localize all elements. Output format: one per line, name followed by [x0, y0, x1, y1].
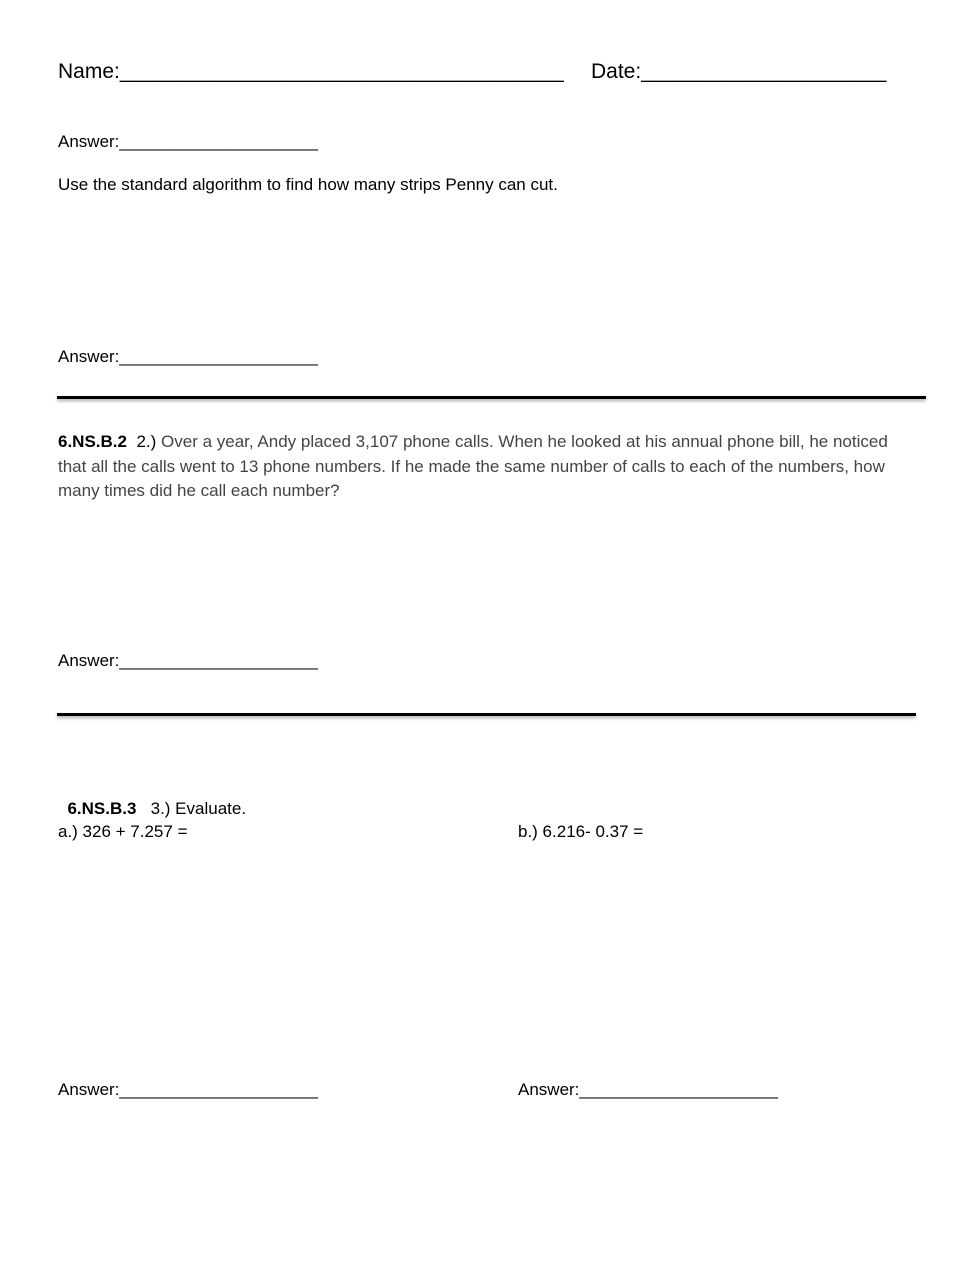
problem2-question: Over a year, Andy placed 3,107 phone calls. When he looked at his annual phone bill, he noticed that all the calls went to 13 phone numbers. If he made the same number of calls to each of the numbers, how many times did he call each number? [58, 432, 888, 500]
answer-line: Answer:_____________________ [58, 1080, 318, 1099]
answer-line: Answer:_____________________ [58, 651, 318, 670]
section-divider [57, 396, 926, 399]
problem1-instruction: Use the standard algorithm to find how many strips Penny can cut. [58, 175, 558, 194]
problem2-standard: 6.NS.B.2 [58, 432, 127, 451]
problem3-standard: 6.NS.B.3 [67, 799, 137, 818]
problem2-text-block [58, 430, 920, 504]
problem3-part-b: b.) 6.216- 0.37 = [518, 822, 644, 841]
problem3-instruction: 3.) Evaluate. [150, 799, 247, 818]
answer-line: Answer:_____________________ [518, 1080, 778, 1099]
section-divider [57, 713, 916, 716]
date-field-label: Date:_____________________ [591, 60, 887, 83]
problem2-number: 2.) [136, 432, 157, 451]
name-field-label: Name:______________________________________ [58, 60, 564, 83]
answer-line: Answer:_____________________ [58, 132, 318, 151]
problem3-part-a: a.) 326 + 7.257 = [58, 822, 188, 841]
answer-line: Answer:_____________________ [58, 347, 318, 366]
problem3-header [58, 779, 246, 819]
